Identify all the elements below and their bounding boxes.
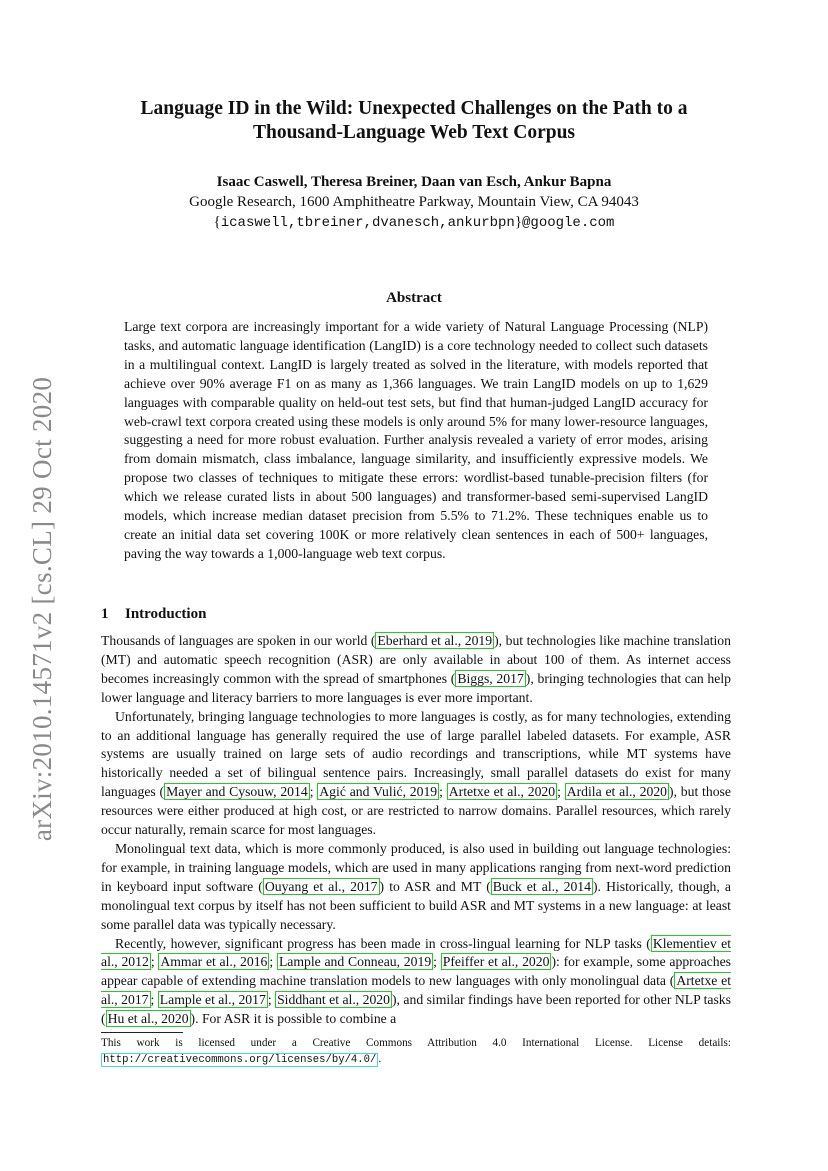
license-footnote	[101, 1036, 731, 1068]
introduction-body	[101, 632, 731, 1029]
title-line-1: Language ID in the Wild: Unexpected Challenges on the Path to a	[140, 98, 688, 119]
text-run: ;	[267, 992, 276, 1008]
text-run: ), but those resources were either produced at high cost, or are restricted to narrow domains. Parallel resources, which rarely occur naturally, remain scarce for most languages.	[101, 784, 731, 838]
citation-link[interactable]: Artetxe et al., 2017	[101, 973, 732, 1008]
footnote-text: This work is licensed under a Creative Commons Attribution 4.0 International License. License details:	[101, 1037, 731, 1049]
footnote-end: .	[378, 1052, 382, 1065]
text-run: Monolingual text data, which is more commonly produced, is also used in building out language technologies: for example, in training language models, which are used in many applications ranging from next-word prediction in keyboard input software (	[101, 840, 731, 894]
text-run: ;	[309, 784, 318, 800]
text-run: Thousands of languages are spoken in our world (	[101, 633, 376, 648]
email-usernames: icaswell,tbreiner,dvanesch,ankurbpn	[220, 215, 515, 231]
section-heading-introduction	[101, 604, 206, 624]
citation-link[interactable]: Pfeiffer et al., 2020	[442, 954, 550, 970]
author-emails: {icaswell,tbreiner,dvanesch,ankurbpn}@google.com	[213, 214, 615, 231]
text-run: ;	[150, 954, 159, 970]
text-run: ;	[269, 954, 277, 970]
citation-link[interactable]: Ardila et al., 2020	[566, 784, 668, 800]
citation-link[interactable]: Ammar et al., 2016	[160, 954, 268, 970]
abstract-text: Large text corpora are increasingly important for a wide variety of Natural Language Processing (NLP) tasks, and automatic language identification (LangID) is a core technology needed to collect such datasets in a multilingual context. LangID is largely treated as solved in the literature, with models reported that achieve over 90% average F1 on as many as 1,366 languages. We train LangID models on up to 1,629 languages with comparable quality on held-out test sets, but find that human-judged LangID accuracy for web-crawl text corpora created using these models is only around 5% for many lower-resource languages, suggesting a need for more robust evaluation. Further analysis revealed a variety of error modes, arising from domain mismatch, class imbalance, language similarity, and insufficiently expressive models. We propose two classes of techniques to mitigate these errors: wordlist-based tunable-precision filters (for which we release curated lists in about 500 languages) and transformer-based semi-supervised LangID models, which increase median dataset precision from 5.5% to 71.2%. These techniques enable us to create an initial data set covering 100K or more relatively clean sentences in each of 500+ languages, paving the way towards a 1,000-language web text corpus.	[124, 319, 708, 561]
arxiv-stamp: arXiv:2010.14571v2 [cs.CL] 29 Oct 2020	[27, 376, 57, 842]
citation-link[interactable]: Hu et al., 2020	[107, 1011, 189, 1027]
citation-link[interactable]: Siddhant et al., 2020	[277, 992, 390, 1008]
title-line-2: Thousand-Language Web Text Corpus	[252, 122, 576, 143]
footnote-rule	[101, 1032, 183, 1033]
citation-link[interactable]: Artetxe et al., 2020	[448, 784, 556, 800]
abstract-heading: Abstract	[386, 290, 442, 306]
citation-link[interactable]: Mayer and Cysouw, 2014	[166, 784, 308, 800]
text-run: ), but technologies like machine translation (MT) and automatic speech recognition (ASR) are only available in about 100 of them. As internet access becomes increasingly common with the spread of smartphones (	[101, 633, 731, 686]
text-run: ;	[433, 954, 441, 970]
citation-link[interactable]: Buck et al., 2014	[492, 878, 591, 894]
paper-title	[0, 97, 828, 145]
text-run: ). For ASR it is possible to combine a	[190, 1011, 397, 1027]
citation-link[interactable]: Klementiev et al., 2012	[101, 935, 732, 970]
license-url-link[interactable]: http://creativecommons.org/licenses/by/4.0/	[103, 1053, 377, 1066]
paragraph-3	[101, 840, 731, 935]
text-run: ;	[150, 992, 158, 1008]
email-domain: @google.com	[522, 215, 615, 231]
text-run: ): for example, some approaches appear capable of extending machine translation models to new languages with only monolingual data (	[101, 954, 731, 989]
citation-link[interactable]: Ouyang et al., 2017	[264, 878, 378, 894]
paragraph-4	[101, 935, 731, 1030]
text-run: ) to ASR and MT (	[379, 878, 491, 894]
text-run: ), bringing technologies that can help lower language and literacy barriers to more languages is ever more important.	[101, 670, 731, 705]
text-run: ), and similar findings have been reported for other NLP tasks (	[101, 992, 731, 1027]
section-title: Introduction	[125, 606, 207, 622]
section-number: 1	[101, 606, 109, 622]
paragraph-2	[101, 708, 731, 840]
citation-link[interactable]: Lample and Conneau, 2019	[278, 954, 432, 970]
text-run: ;	[557, 784, 565, 800]
text-run: ;	[439, 784, 447, 800]
affiliation: Google Research, 1600 Amphitheatre Parkway, Mountain View, CA 94043	[189, 194, 639, 210]
citation-link[interactable]: Eberhard et al., 2019	[377, 633, 493, 648]
paragraph-1	[101, 632, 731, 708]
text-run: Unfortunately, bringing language technologies to more languages is costly, as for many technologies, extending to an additional language has generally required the use of large parallel labeled datasets. For example, ASR systems are usually trained on large sets of audio recordings and transcriptions, while MT systems have historically needed a set of bilingual sentence pairs. Increasingly, small parallel datasets do exist for many languages (	[101, 708, 731, 800]
text-run: ). Historically, though, a monolingual text corpus by itself has not been sufficient to build ASR and MT systems in a new language: at least some parallel data was typically necessary.	[101, 878, 731, 932]
author-list: Isaac Caswell, Theresa Breiner, Daan van Esch, Ankur Bapna	[216, 174, 612, 190]
citation-link[interactable]: Biggs, 2017	[457, 670, 524, 686]
citation-link[interactable]: Lample et al., 2017	[159, 992, 266, 1008]
citation-link[interactable]: Agić and Vulić, 2019	[319, 784, 438, 800]
text-run: Recently, however, significant progress has been made in cross-lingual learning for NLP tasks (	[115, 935, 651, 951]
